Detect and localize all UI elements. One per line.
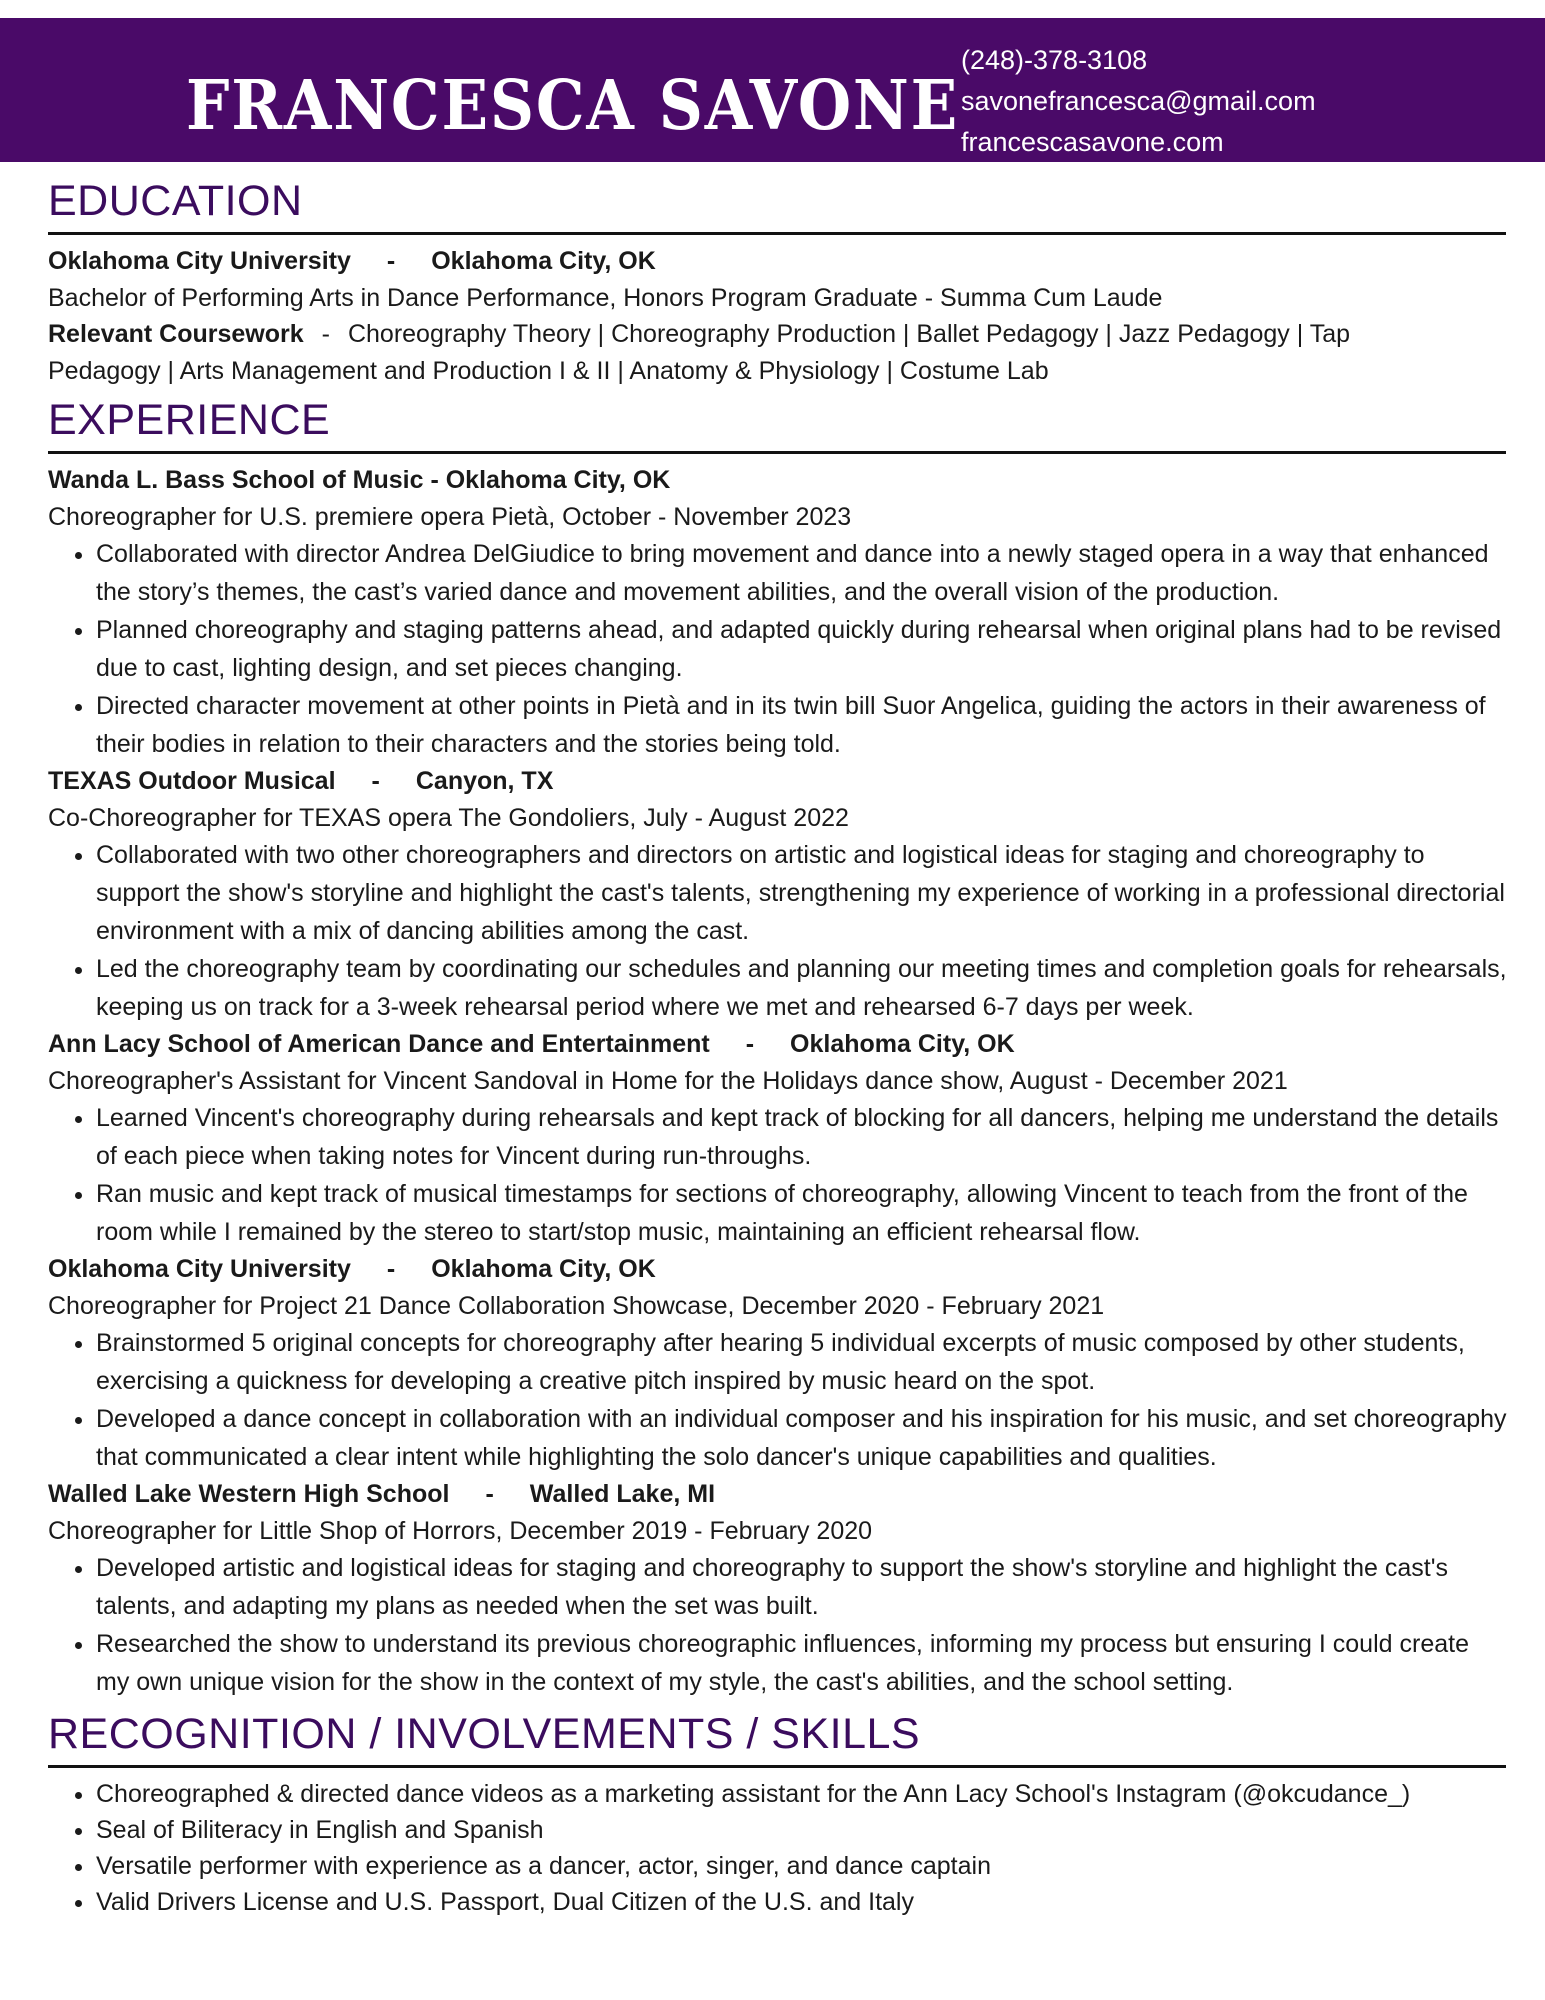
job-org-line (48, 763, 1508, 800)
recognition-item: • Choreographed & directed dance videos as a marketing assistant for the Ann Lacy School's Instagram (@okcudance_) (96, 1776, 1508, 1812)
job-bullets (48, 535, 1508, 763)
education-degree: Bachelor of Performing Arts in Dance Performance, Honors Program Graduate - Summa Cum Laude (48, 283, 1163, 312)
education-school: Oklahoma City University (48, 247, 351, 275)
recognition-heading: RECOGNITION / INVOLVEMENTS / SKILLS (48, 1710, 921, 1758)
section-divider (48, 451, 1506, 454)
bullet-item: • Led the choreography team by coordinating our schedules and planning our meeting times and completion goals for rehearsals, keeping us on track for a 3-week rehearsal period where we met and rehearsed 6-7 days per week. (96, 950, 1508, 1026)
separator: - (371, 767, 380, 795)
experience-heading: EXPERIENCE (48, 396, 331, 444)
job-entry (48, 1251, 1508, 1476)
separator: - (386, 247, 396, 275)
bullet-item: • Researched the show to understand its previous choreographic influences, informing my process but ensuring I could create my own unique vision for the show in the context of my style, the cast's abilities, and the school setting. (96, 1625, 1508, 1701)
coursework-line-1 (48, 316, 1508, 353)
job-org-line (48, 1476, 1508, 1513)
coursework-list-2: Pedagogy | Arts Management and Production I & II | Anatomy & Physiology | Costume Lab (48, 356, 1049, 385)
job-org-line (48, 1026, 1508, 1063)
phone-number: (248)-378-3108 (961, 45, 1148, 75)
job-entry (48, 1476, 1508, 1701)
bullet-item: • Collaborated with director Andrea DelGiudice to bring movement and dance into a newly staged opera in a way that enhanced the story’s themes, the cast’s varied dance and movement abilities, and the overall vision of the production. (96, 535, 1508, 611)
job-org: Ann Lacy School of American Dance and Entertainment (48, 1030, 710, 1058)
section-divider (48, 232, 1506, 235)
header-banner (0, 18, 1545, 162)
recognition-item: • Seal of Biliteracy in English and Spanish (96, 1812, 1508, 1848)
education-location: Oklahoma City, OK (431, 247, 656, 275)
recognition-item: • Valid Drivers License and U.S. Passport, Dual Citizen of the U.S. and Italy (96, 1884, 1508, 1920)
bullet-item: • Planned choreography and staging patterns ahead, and adapted quickly during rehearsal when original plans had to be revised due to cast, lighting design, and set pieces changing. (96, 611, 1508, 687)
job-org: Oklahoma City University (48, 1255, 351, 1283)
job-entry (48, 462, 1508, 763)
job-bullets (48, 836, 1508, 1026)
job-bullets (48, 1549, 1508, 1701)
job-role: Choreographer for Little Shop of Horrors, December 2019 - February 2020 (48, 1516, 873, 1545)
bullet-item: • Collaborated with two other choreographers and directors on artistic and logistical ideas for staging and choreography to support the show's storyline and highlight the cast's talents, strengthening my experience of working in a professional directorial environment with a mix of dancing abilities among the cast. (96, 836, 1508, 950)
bullet-item: • Brainstormed 5 original concepts for choreography after hearing 5 individual excerpts of music composed by other students, exercising a quickness for developing a creative pitch inspired by music heard on the spot. (96, 1324, 1508, 1400)
separator: - (321, 320, 330, 348)
job-entry (48, 1026, 1508, 1251)
separator: - (386, 1255, 396, 1283)
bullet-item: • Learned Vincent's choreography during rehearsals and kept track of blocking for all dancers, helping me understand the details of each piece when taking notes for Vincent during run-throughs. (96, 1099, 1508, 1175)
bullet-item: • Developed a dance concept in collaboration with an individual composer and his inspiration for his music, and set choreography that communicated a clear intent while highlighting the solo dancer's unique capabilities and qualities. (96, 1400, 1508, 1476)
job-org: Walled Lake Western High School (48, 1480, 450, 1508)
job-location: Walled Lake, MI (529, 1480, 716, 1508)
candidate-name: FRANCESCA SAVONE (186, 66, 960, 146)
section-divider (48, 1765, 1506, 1768)
resume-body (48, 162, 1508, 1920)
experience-list (48, 462, 1508, 1701)
separator: - (745, 1030, 755, 1058)
education-school-line (48, 243, 1508, 280)
recognition-item: • Versatile performer with experience as a dancer, actor, singer, and dance captain (96, 1848, 1508, 1884)
separator: - (485, 1480, 494, 1508)
bullet-item: • Ran music and kept track of musical timestamps for sections of choreography, allowing Vincent to teach from the front of the room while I remained by the stereo to start/stop music, maintaining an efficient rehearsal flow. (96, 1175, 1508, 1251)
job-entry (48, 763, 1508, 1026)
job-role: Co-Choreographer for TEXAS opera The Gondoliers, July - August 2022 (48, 803, 849, 832)
job-location: Oklahoma City, OK (431, 1255, 656, 1283)
recognition-list (48, 1776, 1508, 1920)
coursework-list-1: Choreography Theory | Choreography Production | Ballet Pedagogy | Jazz Pedagogy | Tap (347, 320, 1351, 348)
job-bullets (48, 1324, 1508, 1476)
coursework-label: Relevant Coursework (48, 320, 304, 348)
job-role: Choreographer for U.S. premiere opera Pietà, October - November 2023 (48, 502, 852, 531)
job-org: Wanda L. Bass School of Music - Oklahoma City, OK (48, 466, 671, 494)
bullet-item: • Directed character movement at other points in Pietà and in its twin bill Suor Angelica, guiding the actors in their awareness of their bodies in relation to their characters and the stories being told. (96, 687, 1508, 763)
job-org: TEXAS Outdoor Musical (48, 767, 336, 795)
education-heading: EDUCATION (48, 177, 303, 225)
job-location: Oklahoma City, OK (790, 1030, 1015, 1058)
job-role: Choreographer for Project 21 Dance Collaboration Showcase, December 2020 - February 2021 (48, 1291, 1105, 1320)
bullet-item: • Developed artistic and logistical ideas for staging and choreography to support the show's storyline and highlight the cast's talents, and adapting my plans as needed when the set was built. (96, 1549, 1508, 1625)
website-link[interactable]: francescasavone.com (961, 127, 1224, 157)
contact-info (961, 40, 1521, 163)
job-org-line (48, 1251, 1508, 1288)
job-location: Canyon, TX (415, 767, 554, 795)
job-bullets (48, 1099, 1508, 1251)
email-address[interactable]: savonefrancesca@gmail.com (961, 86, 1316, 116)
job-role: Choreographer's Assistant for Vincent Sandoval in Home for the Holidays dance show, August - December 2021 (48, 1066, 1288, 1095)
